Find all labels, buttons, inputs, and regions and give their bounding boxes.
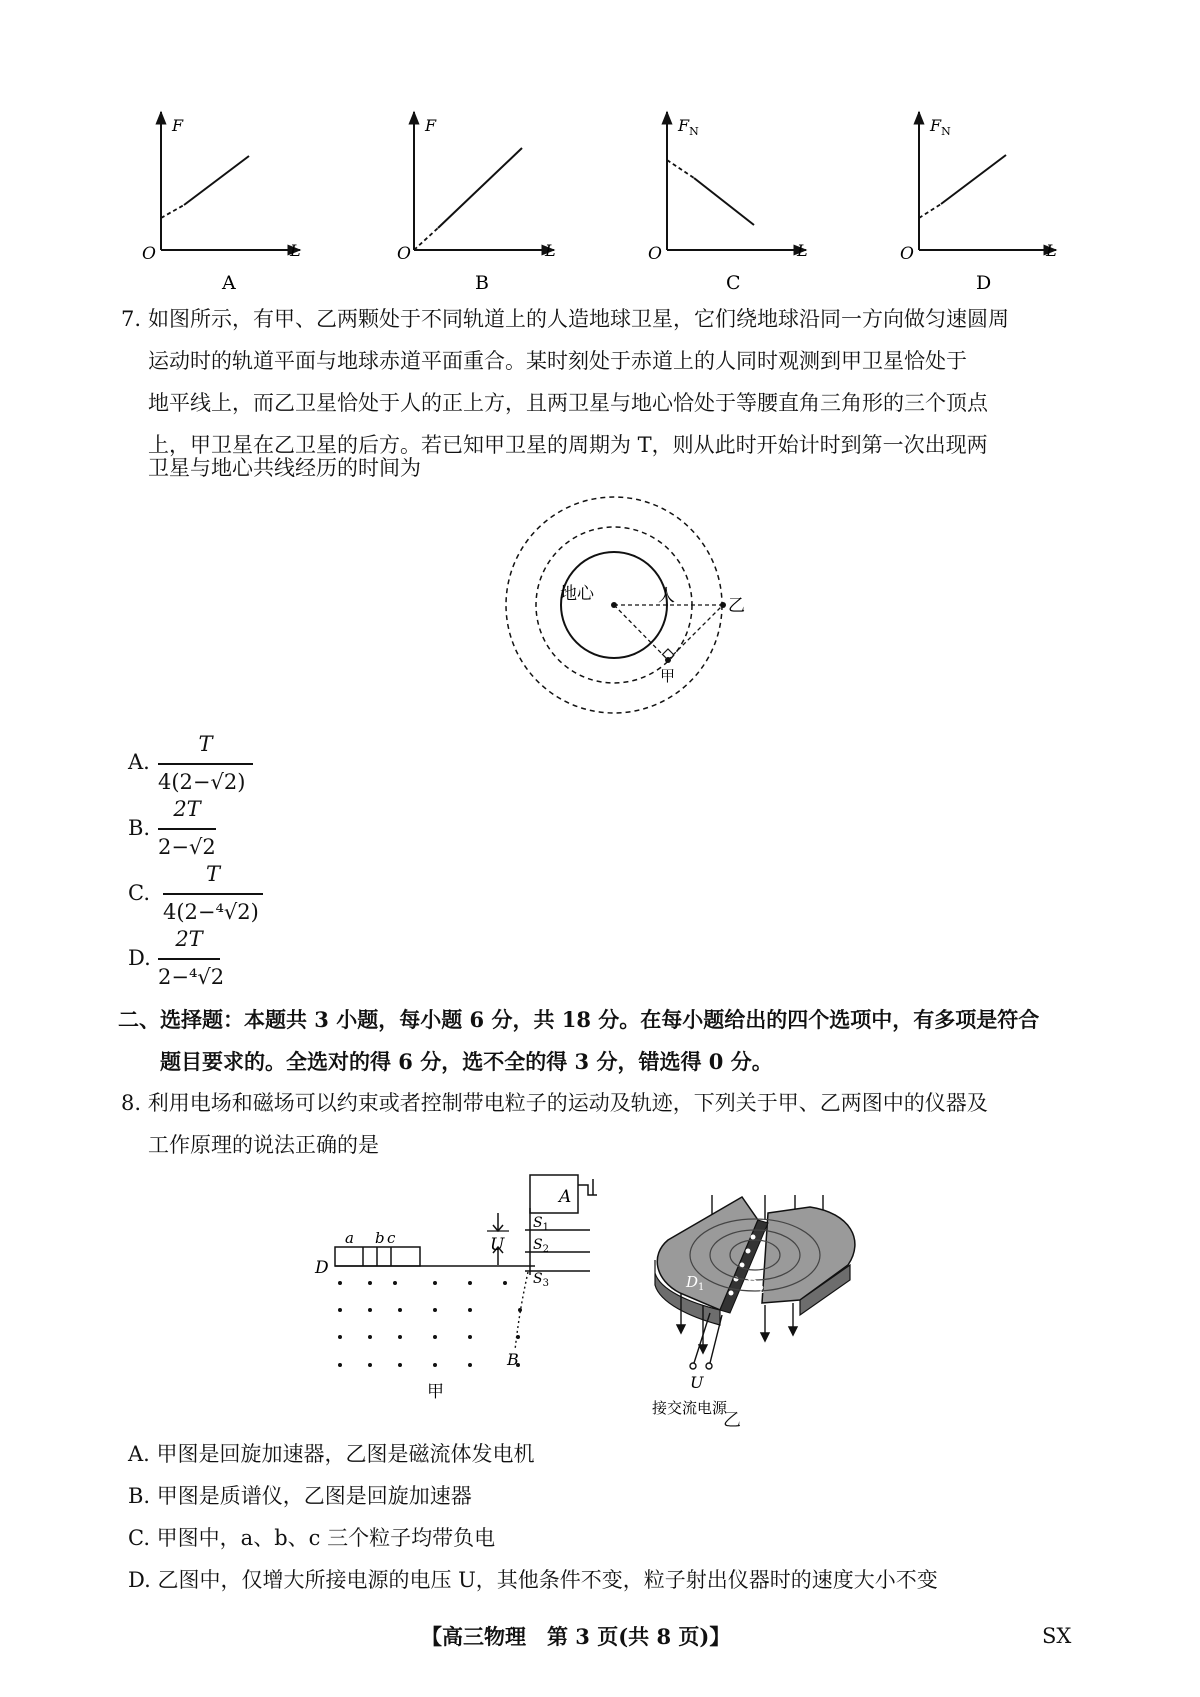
label-b: b [375, 1229, 385, 1247]
fraction-bar [158, 958, 220, 960]
graph-d [900, 112, 1057, 294]
force-length-graphs [0, 95, 1200, 295]
section-2-heading-line-1: 二、选择题：本题共 3 小题，每小题 6 分，共 18 分。在每小题给出的四个选项中，有多项是符合 [118, 1007, 1040, 1032]
orbit-diagram [500, 495, 760, 715]
q8-option-d: D. 乙图中，仅增大所接电源的电压 U，其他条件不变，粒子射出仪器时的速度大小不变 [128, 1568, 938, 1592]
footer-code: SX [1042, 1624, 1072, 1648]
graph-a-origin: O [142, 244, 156, 264]
label-B: B [507, 1350, 519, 1369]
graph-c-xlabel: L [797, 241, 808, 260]
ion-source-port [578, 1179, 597, 1195]
graph-c [648, 112, 808, 294]
label-a: a [345, 1229, 354, 1247]
label-D: D [315, 1258, 329, 1278]
q8-text-line-1: 8. 利用电场和磁场可以约束或者控制带电粒子的运动及轨迹，下列关于甲、乙两图中的仪器及 [121, 1091, 988, 1115]
figure-cyclotron [650, 1165, 880, 1415]
q8-option-c: C. 甲图中，a、b、c 三个粒子均带负电 [128, 1526, 496, 1550]
graph-b-dashed-segment [414, 228, 438, 250]
graph-b-origin: O [397, 244, 411, 264]
magnetic-field-dots [338, 1281, 522, 1367]
graph-b-label: B [475, 272, 489, 294]
graph-a-label: A [222, 272, 236, 294]
label-U-cyclotron: U [690, 1373, 704, 1392]
right-angle-mark [662, 649, 674, 655]
graph-a-xlabel: L [290, 241, 301, 260]
q7-option-b-denominator: 2−√2 [158, 835, 216, 859]
q7-text-line-3: 地平线上，而乙卫星恰处于人的正上方，且两卫星与地心恰处于等腰直角三角形的三个顶点 [148, 391, 988, 415]
footer-page-info: 【高三物理 第 3 页(共 8 页)】 [421, 1624, 731, 1649]
fraction-bar [163, 893, 263, 895]
section-2-heading-line-2: 题目要求的。全选对的得 6 分，选不全的得 3 分，错选得 0 分。 [160, 1049, 773, 1074]
q7-option-c-label: C. [128, 881, 150, 905]
figure-b-caption: 乙 [723, 1410, 741, 1431]
label-S3: $S_3$ [533, 1271, 549, 1289]
q7-text-line-4: 上，甲卫星在乙卫星的后方。若已知甲卫星的周期为 T，则从此时开始计时到第一次出现两 [148, 433, 988, 457]
q7-text-line-2: 运动时的轨道平面与地球赤道平面重合。某时刻处于赤道上的人同时观测到甲卫星恰处于 [148, 349, 967, 373]
label-A: A [559, 1187, 572, 1207]
label-satellite-b: 乙 [728, 596, 745, 616]
q7-option-a-denominator: 4(2−√2) [158, 770, 246, 794]
graph-a-ylabel: F [172, 116, 184, 135]
q7-text-line-1: 如图所示，有甲、乙两颗处于不同轨道上的人造地球卫星，它们绕地球沿同一方向做匀速圆周 [148, 307, 1009, 331]
q7-option-d-label: D. [128, 946, 151, 970]
q7-option-a-label: A. [128, 750, 150, 774]
graph-d-ylabel: $F_N$ [930, 116, 951, 138]
graph-c-ylabel: $F_N$ [678, 116, 699, 138]
fraction-bar [158, 763, 253, 765]
label-c: c [387, 1229, 396, 1247]
voltage-arrow-down [493, 1213, 503, 1231]
graph-d-label: D [976, 272, 992, 294]
label-S1: $S_1$ [533, 1215, 549, 1233]
graph-a-line [184, 156, 249, 205]
q7-number: 7. [121, 307, 142, 331]
graph-d-xlabel: L [1046, 241, 1057, 260]
graph-a [142, 112, 301, 294]
label-D1: $D_1$ [686, 1273, 705, 1293]
graph-b-xlabel: L [545, 241, 556, 260]
q7-option-c-numerator: T [205, 862, 220, 886]
q7-text-line-5: 卫星与地心共线经历的时间为 [148, 456, 421, 480]
q7-option-b-fraction [158, 797, 216, 867]
q7-option-d-numerator: 2T [175, 927, 203, 951]
q7-option-a-fraction [158, 732, 253, 802]
graph-c-label: C [726, 272, 741, 294]
graph-b-line [438, 148, 522, 228]
q8-text-line-2: 工作原理的说法正确的是 [148, 1133, 379, 1157]
q8-option-a: A. 甲图是回旋加速器，乙图是磁流体发电机 [128, 1442, 535, 1466]
figure-a-caption: 甲 [427, 1382, 444, 1402]
graph-c-origin: O [648, 244, 662, 264]
graph-c-line [694, 178, 754, 225]
ac-source-note: 接交流电源 [652, 1399, 728, 1417]
fraction-bar [158, 828, 216, 830]
q7-option-c-denominator: 4(2−⁴√2) [163, 900, 259, 924]
figure-mass-spectrometer [315, 1165, 625, 1405]
graph-d-dashed-segment [919, 204, 941, 218]
label-D2: $D_2$ [746, 1276, 765, 1296]
q8-option-b: B. 甲图是质谱仪，乙图是回旋加速器 [128, 1484, 472, 1508]
graph-b-ylabel: F [425, 116, 437, 135]
q7-option-c-fraction [163, 862, 263, 932]
graph-d-origin: O [900, 244, 914, 264]
label-person: 人 [658, 586, 675, 606]
label-satellite-a: 甲 [660, 667, 676, 685]
graph-b [397, 112, 556, 294]
a-to-b-line [668, 605, 723, 660]
label-U: U [490, 1235, 505, 1255]
q7-option-b-numerator: 2T [173, 797, 201, 821]
graph-c-dashed-segment [667, 160, 694, 178]
label-earth-center: 地心 [560, 584, 594, 604]
q7-option-d-denominator: 2−⁴√2 [158, 965, 225, 989]
graph-a-dashed-segment [161, 205, 184, 218]
q7-option-d-fraction [158, 927, 225, 997]
q7-option-a-numerator: T [198, 732, 213, 756]
graph-d-line [941, 155, 1006, 204]
q7-option-b-label: B. [128, 816, 151, 840]
label-S2: $S_2$ [533, 1237, 549, 1255]
